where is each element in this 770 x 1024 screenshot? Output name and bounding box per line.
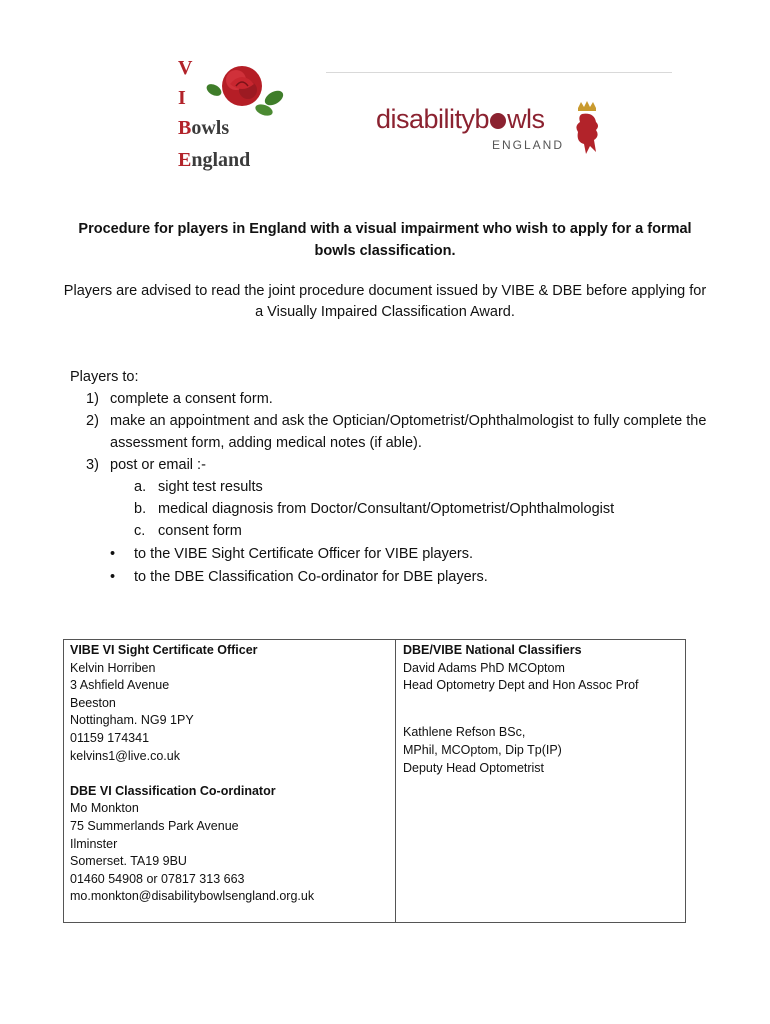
vibe-logo-england: England (178, 149, 251, 171)
vibe-logo (176, 56, 296, 181)
bullet-icon: • (110, 546, 116, 562)
vibe-officer-title: VIBE VI Sight Certificate Officer (70, 643, 258, 657)
dbe-coordinator-address-2: Ilminster (70, 836, 118, 851)
vibe-logo-i: I (178, 87, 186, 109)
vibe-officer-address-2: Beeston (70, 695, 116, 710)
rose-icon (206, 60, 286, 120)
classifier-2-name: Kathlene Refson BSc, (403, 725, 526, 740)
contacts-right-column (403, 642, 639, 777)
classifier-1-role: Head Optometry Dept and Hon Assoc Prof (403, 678, 639, 693)
classifier-2-role: Deputy Head Optometrist (403, 760, 545, 775)
table-divider (395, 640, 396, 922)
vibe-logo-v: V (178, 57, 193, 79)
procedure-intro: Players to: (70, 369, 139, 385)
classifiers-title: DBE/VIBE National Classifiers (403, 643, 582, 657)
disability-bowls-england-logo (376, 100, 616, 160)
dbe-coordinator-phone: 01460 54908 or 07817 313 663 (70, 871, 245, 886)
classifier-2-qualifications: MPhil, MCOptom, Dip Tp(IP) (403, 742, 562, 757)
page-title: Procedure for players in England with a visual impairment who wish to apply for a formal bowls classification. (78, 221, 692, 259)
vibe-officer-email: kelvins1@live.co.uk (70, 748, 180, 763)
vibe-officer-address-3: Nottingham. NG9 1PY (70, 713, 194, 728)
dbe-wordmark-england: ENGLAND (492, 138, 565, 152)
dbe-coordinator-title: DBE VI Classification Co-ordinator (70, 783, 276, 798)
dbe-coordinator-address-1: 75 Summerlands Park Avenue (70, 818, 239, 833)
header-rule (326, 72, 672, 73)
dbe-coordinator-name: Mo Monkton (70, 801, 139, 816)
classifier-1-name: David Adams PhD MCOptom (403, 660, 565, 675)
vibe-logo-bowls: Bowls (178, 117, 230, 139)
vibe-officer-address-1: 3 Ashfield Avenue (70, 678, 170, 693)
bullet-icon: • (110, 569, 116, 585)
lion-crown-icon (570, 100, 604, 156)
contacts-left-column (70, 642, 314, 906)
document-page: V I Bowls England disabilityb wls ENGLAND Procedure for players in England with a visual impairment who wish to apply for a formal bowls classification. Players are advised to read the joint procedure document issued by VIBE & DBE before applying for a Visually Impaired Classification Award. Players to: 1) complete a consent form. 2) make an appointment and ask the Optician/Optometrist/Ophthalmologist to fully complete the assessment form, adding medical notes (if able). 3) post or email :- a. sight test results b. medical diagnosis from Doctor/Consultant/Optometrist/Ophthalmologist c. consent form • to the VIBE Sight Certificate Officer for VIBE players. • to the DBE Classification Co-ordinator for DBE players. VIBE VI Sight Certificate Officer Kelvin Horriben 3 Ashfield Avenue Beeston Nottingham. NG9 1PY 01159 174341 kelvins1@live.co.uk DBE VI Classification Co-ordinator Mo Monkton 75 Summerlands Park Avenue Ilminster Somerset. TA19 9BU 01460 54908 or 07817 313 663 mo.monkton@disabilitybowlsengland.org.uk DBE/VIBE National Classifiers David Adams PhD MCOptom Head Optometry Dept and Hon Assoc Prof Kathlene Refson BSc, MPhil, MCOptom, Dip Tp(IP) Deputy Head Optometrist (0, 0, 770, 1024)
vibe-officer-name: Kelvin Horriben (70, 660, 156, 675)
dbe-coordinator-email: mo.monkton@disabilitybowlsengland.org.uk (70, 889, 315, 904)
advice-paragraph: Players are advised to read the joint procedure document issued by VIBE & DBE before applying for a Visually Impaired Classification Award. (63, 283, 707, 320)
contacts-table (63, 639, 686, 923)
dbe-wordmark: disabilityb wls (376, 104, 545, 134)
vibe-officer-phone: 01159 174341 (70, 730, 150, 745)
dbe-coordinator-address-3: Somerset. TA19 9BU (70, 854, 187, 869)
